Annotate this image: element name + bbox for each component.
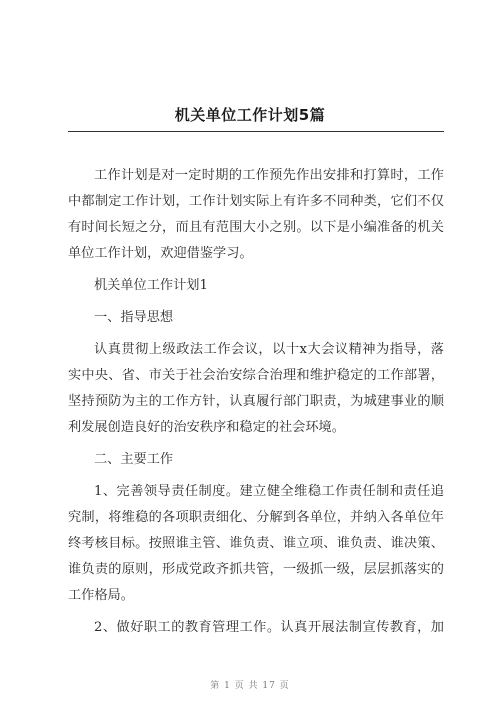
paragraph-line: 终考核目标。按照谁主管、谁负责、谁立项、谁负责、谁决策、: [68, 536, 444, 551]
paragraph-line: 究制，将维稳的各项职责细化、分解到各单位，并纳入各单位年: [68, 510, 444, 525]
section-heading: 一、指导思想: [94, 310, 174, 325]
paragraph-line: 1、完善领导责任制度。建立健全维稳工作责任制和责任追: [94, 484, 444, 499]
paragraph-line: 认真贯彻上级政法工作会议，以十x大会议精神为指导，落: [94, 342, 444, 357]
paragraph-line: 有时间长短之分，而且有范围大小之别。以下是小编准备的机关: [68, 220, 444, 235]
paragraph-line: 坚持预防为主的工作方针，认真履行部门职责，为城建事业的顺: [68, 394, 444, 409]
paragraph-line: 谁负责的原则，形成党政齐抓共管，一级抓一级，层层抓落实的: [68, 562, 444, 577]
paragraph-line: 工作格局。: [68, 588, 134, 603]
section-heading: 机关单位工作计划1: [94, 278, 208, 293]
section-heading: 二、主要工作: [94, 452, 174, 467]
page-number-footer: 第 1 页 共 17 页: [210, 681, 290, 691]
document-title: 机关单位工作计划5篇: [174, 106, 326, 124]
paragraph-line: 工作计划是对一定时期的工作预先作出安排和打算时，工作: [94, 168, 444, 183]
paragraph-line: 中都制定工作计划，工作计划实际上有许多不同种类，它们不仅: [68, 194, 444, 209]
paragraph-line: 单位工作计划，欢迎借鉴学习。: [68, 246, 253, 261]
paragraph-line: 利发展创造良好的治安秩序和稳定的社会环境。: [68, 420, 345, 435]
title-divider: [68, 131, 444, 132]
paragraph-line: 2、做好职工的教育管理工作。认真开展法制宣传教育，加: [94, 620, 444, 635]
paragraph-line: 实中央、省、市关于社会治安综合治理和维护稳定的工作部署，: [68, 368, 444, 383]
